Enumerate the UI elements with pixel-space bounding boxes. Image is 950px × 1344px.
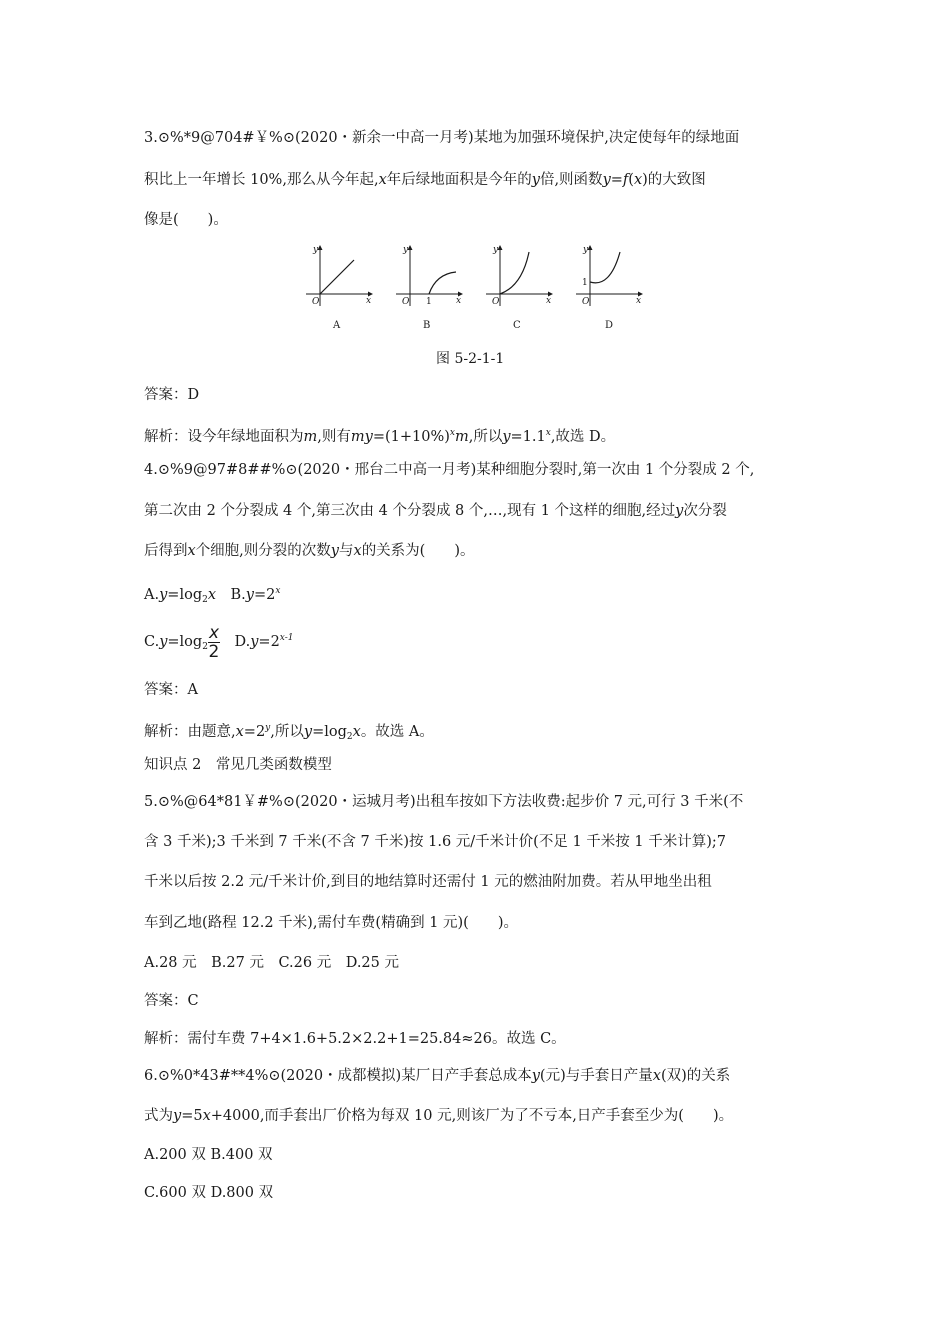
graph-panel-c <box>486 245 552 331</box>
q3-line-3: 像是( )。 <box>144 212 228 228</box>
q4-explanation: 解析：由题意$,x=2^y$,所以$y=\log_2x$。故选 A。 <box>144 723 434 742</box>
q5-line-3: 千米以后按 2.2 元/千米计价,到目的地结算时还需付 1 元的燃油附加费。若从甲地坐出租 <box>144 874 712 890</box>
graph-c-origin: O <box>492 297 500 307</box>
graph-b-tick: 1 <box>426 297 432 307</box>
figure-caption: 图 5-2-1-1 <box>436 351 505 367</box>
graph-a-x-label: x <box>366 296 372 306</box>
graph-d-curve <box>590 252 620 283</box>
graph-d-label: D <box>605 320 614 331</box>
q4-options-ab: $A.y=\log_2x$ $B.y=2^x$ <box>144 586 281 605</box>
q6-options-ab: A.200 双 B.400 双 <box>144 1147 273 1163</box>
graph-b-y-label: y <box>403 245 409 255</box>
graph-b-origin: O <box>402 297 410 307</box>
section-heading: 知识点 2 常见几类函数模型 <box>144 757 332 773</box>
q6-line-2: 式为y=5x+4000,而手套出厂价格为每双 10 元,则该厂为了不亏本,日产手套至少为( )。 <box>144 1108 734 1124</box>
q6-options-cd: C.600 双 D.800 双 <box>144 1185 274 1201</box>
graph-panel-a <box>306 245 372 331</box>
q5-options: A.28 元 B.27 元 C.26 元 D.25 元 <box>144 955 399 971</box>
q4-line-1: 4.⊙%9@97#8##%⊙(2020・邢台二中高一月考)某种细胞分裂时,第一次由 1 个分裂成 2 个, <box>144 462 755 478</box>
graph-panel-b <box>396 245 462 331</box>
q5-answer: 答案：C <box>144 993 199 1009</box>
graph-a-origin: O <box>312 297 320 307</box>
graph-d-y-label: y <box>583 245 589 255</box>
graph-b-curve <box>429 272 456 294</box>
graph-c-curve <box>500 252 529 294</box>
q5-line-4: 车到乙地(路程 12.2 千米),需付车费(精确到 1 元)( )。 <box>144 915 518 931</box>
graph-c-y-label: y <box>493 245 499 255</box>
q4-answer: 答案：A <box>144 682 198 698</box>
graph-d-x-label: x <box>636 296 642 306</box>
function-graphs-figure <box>296 236 656 336</box>
q3-answer: 答案：D <box>144 387 200 403</box>
q5-line-1: 5.⊙%@64*81￥#%⊙(2020・运城月考)出租车按如下方法收费:起步价 7 元,可行 3 千米(不 <box>144 794 744 810</box>
q3-line-2: 积比上一年增长 10%,那么从今年起,x年后绿地面积是今年的y倍,则函数y=f(x)的大致图 <box>144 172 706 188</box>
graph-a-label: A <box>333 320 341 331</box>
graph-a-y-label: y <box>313 245 319 255</box>
q4-options-cd: $C.y=\log_2$ $\frac{x}{2}$ $D.y=2^{x-1}$ <box>144 622 294 662</box>
graph-b-label: B <box>423 320 431 331</box>
q4-line-3: 后得到x个细胞,则分裂的次数y与x的关系为( )。 <box>144 543 475 559</box>
graph-d-origin: O <box>582 297 590 307</box>
fraction-x-over-2: $\frac{x}{2}$ <box>208 622 220 662</box>
q4-line-2: 第二次由 2 个分裂成 4 个,第三次由 4 个分裂成 8 个,…,现有 1 个这样的细胞,经过y次分裂 <box>144 503 727 519</box>
q3-explanation: 解析：设今年绿地面积为m,则有$my=(1+10\%)^xm$,所以$y=1.1^x$,故选 D。 <box>144 428 616 445</box>
q5-explanation: 解析：需付车费 7+4×1.6+5.2×2.2+1=25.84≈26。故选 C。 <box>144 1031 566 1047</box>
graph-d-tick: 1 <box>582 278 588 288</box>
graph-a-curve <box>320 260 354 294</box>
q5-line-2: 含 3 千米);3 千米到 7 千米(不含 7 千米)按 1.6 元/千米计价(不足 1 千米按 1 千米计算);7 <box>144 834 726 850</box>
graph-b-x-label: x <box>456 296 462 306</box>
q6-line-1: 6.⊙%0*43#**4%⊙(2020・成都模拟)某厂日产手套总成本y(元)与手套日产量x(双)的关系 <box>144 1068 731 1084</box>
graph-panel-d <box>576 245 642 331</box>
graph-c-label: C <box>513 320 521 331</box>
q3-line-1: 3.⊙%*9@704#￥%⊙(2020・新余一中高一月考)某地为加强环境保护,决定使每年的绿地面 <box>144 130 740 146</box>
graph-c-x-label: x <box>546 296 552 306</box>
